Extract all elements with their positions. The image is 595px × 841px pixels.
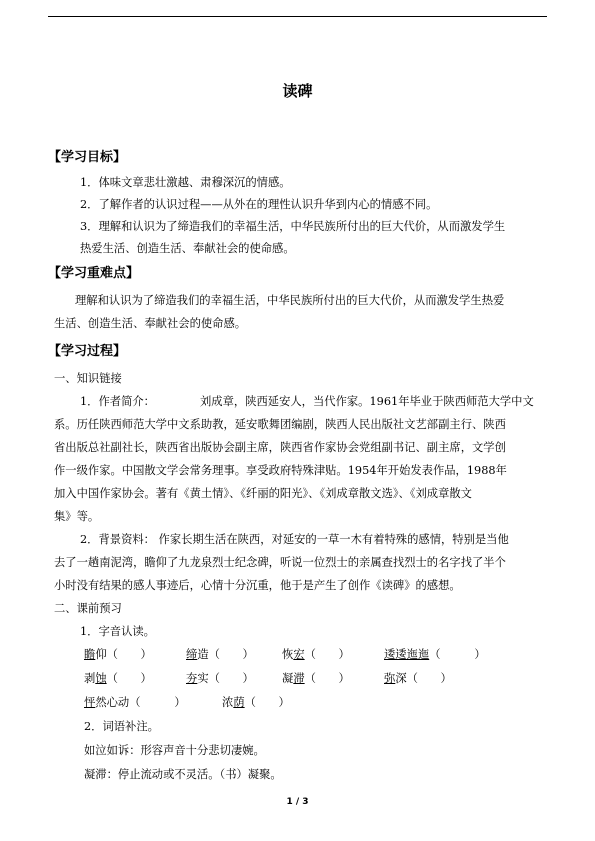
pron-item: 弥深（ ） bbox=[384, 672, 452, 685]
difficulty-line: 生活、创造生活、奉献社会的使命感。 bbox=[54, 317, 247, 330]
pron-item: 凝滞（ ） bbox=[282, 672, 350, 685]
author-line: 刘成章，陕西延安人，当代作家。1961年毕业于陕西师范大学中文 bbox=[200, 395, 534, 408]
goal-item: 2．了解作者的认识过程——从外在的理性认识升华到内心的情感不同。 bbox=[80, 198, 438, 211]
pron-item: 缔造（ ） bbox=[186, 648, 254, 661]
background-line: 小时没有结果的感人事迹后，心情十分沉重，他于是产生了创作《读碑》的感想。 bbox=[54, 579, 461, 592]
background-line: 去了一趟南泥湾，瞻仰了九龙泉烈士纪念碑，听说一位烈士的亲属查找烈士的名字找了半个 bbox=[54, 556, 506, 569]
vocab-item: 如泣如诉：形容声音十分悲切凄婉。 bbox=[84, 744, 265, 757]
pron-item: 夯实（ ） bbox=[186, 672, 254, 685]
goals-heading: 【学习目标】 bbox=[48, 150, 127, 165]
author-line: 加入中国作家协会。著有《黄土情》、《纤丽的阳光》、《刘成章散文选》、《刘成章散文 bbox=[54, 487, 472, 500]
pronunciation-title: 1．字音认读。 bbox=[80, 625, 155, 638]
process-heading: 【学习过程】 bbox=[48, 344, 127, 359]
goal-item: 1．体味文章悲壮激越、肃穆深沉的情感。 bbox=[80, 176, 291, 189]
goal-item: 3．理解和认识为了缔造我们的幸福生活，中华民族所付出的巨大代价，从而激发学生 bbox=[80, 220, 506, 233]
page-title: 读碑 bbox=[282, 82, 313, 100]
pron-item: 怦然心动（ ） bbox=[84, 696, 186, 709]
author-line: 系。历任陕西师范大学中文系助教，延安歌舞团编剧，陕西人民出版社文艺部副主行、陕西 bbox=[54, 418, 506, 431]
author-line: 集》等。 bbox=[54, 510, 100, 523]
difficulty-heading: 【学习重难点】 bbox=[48, 266, 140, 281]
vocab-title: 2．词语补注。 bbox=[84, 720, 159, 733]
goal-item-continued: 热爱生活、创造生活、奉献社会的使命感。 bbox=[80, 242, 295, 255]
vocab-item: 凝滞：停止流动或不灵活。（书）凝聚。 bbox=[84, 768, 282, 781]
difficulty-line: 理解和认识为了缔造我们的幸福生活，中华民族所付出的巨大代价，从而激发学生热爱 bbox=[75, 294, 505, 307]
pron-item: 逶逶迤迤（ ） bbox=[384, 648, 486, 661]
author-label: 1．作者简介： bbox=[80, 395, 155, 408]
page-number: 1 / 3 bbox=[286, 797, 309, 807]
background-line: 2．背景资料： 作家长期生活在陕西，对延安的一草一木有着特殊的感情，特别是当他 bbox=[80, 533, 509, 546]
pron-item: 剥蚀（ ） bbox=[84, 672, 152, 685]
preview-title: 二、课前预习 bbox=[54, 602, 122, 615]
knowledge-link-title: 一、知识链接 bbox=[54, 372, 122, 385]
author-line: 省出版总社副社长，陕西省出版协会副主席，陕西省作家协会党组副书记、副主席，文学创 bbox=[54, 441, 506, 454]
header-rule bbox=[48, 16, 547, 17]
pron-item: 浓荫（ ） bbox=[222, 696, 290, 709]
pron-item: 瞻仰（ ） bbox=[84, 648, 152, 661]
pron-item: 恢宏（ ） bbox=[282, 648, 350, 661]
author-line: 作一级作家。中国散文学会常务理事。享受政府特殊津贴。1954年开始发表作品，1988年 bbox=[54, 464, 507, 477]
